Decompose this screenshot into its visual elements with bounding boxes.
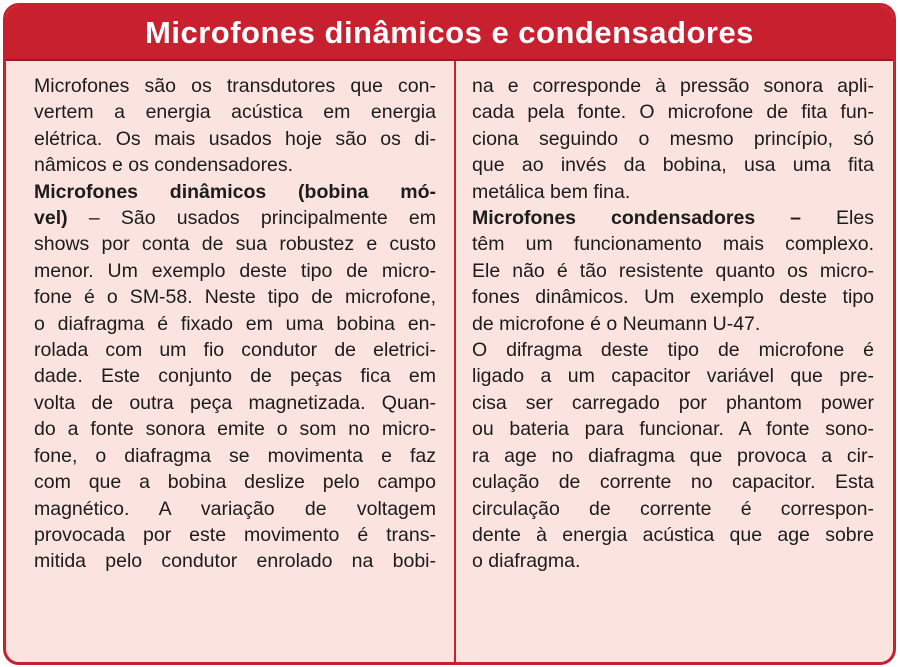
text-line: volta de outra peça magnetizada. Quan- (34, 391, 436, 414)
dynamic-heading-cont: vel) (34, 207, 68, 230)
text-line: o diafragma. (472, 550, 581, 573)
text-line: provocada por este movimento é trans- (34, 523, 436, 546)
diaphragm-paragraph (472, 337, 874, 575)
text-line: culação de corrente no capacitor. Esta (472, 471, 874, 494)
text-line: fone é o SM-58. Neste tipo de microfone, (34, 286, 436, 309)
text-line: o diafragma é fixado em uma bobina en- (34, 312, 436, 335)
text-line: de microfone é o Neumann U-47. (472, 312, 761, 335)
text-line (34, 205, 436, 231)
text-line: ciona seguindo o mesmo princípio, só (472, 127, 874, 150)
text-line: cisa ser carregado por phantom power (472, 391, 874, 414)
text-line: vertem a energia acústica em energia (34, 101, 436, 124)
dynamic-mic-paragraph-cont (472, 73, 874, 205)
right-column (472, 61, 874, 662)
text-line: fone, o diafragma se movimenta e faz (34, 444, 436, 467)
columns-container (6, 61, 893, 662)
text-line: elétrica. Os mais usados hoje são os di- (34, 127, 436, 150)
text-line: O difragma deste tipo de microfone é (472, 339, 874, 362)
text-line: rolada com um fio condutor de eletrici- (34, 339, 436, 362)
text-line: fones dinâmicos. Um exemplo deste tipo (472, 286, 874, 309)
info-box (3, 3, 896, 665)
dynamic-heading-line (34, 179, 436, 205)
text-line: shows por conta de sua robustez e custo (34, 233, 436, 256)
text-line: circulação de corrente é correspon- (472, 497, 874, 520)
dynamic-heading: Microfones dinâmicos (bobina mó- (34, 180, 436, 203)
text-line: ligado a um capacitor variável que pre- (472, 365, 874, 388)
condenser-first-line-text: Eles (801, 207, 874, 230)
text-line: nâmicos e os condensadores. (34, 154, 294, 177)
column-divider (454, 61, 456, 662)
box-title: Microfones dinâmicos e condensadores (6, 6, 893, 61)
text-line: cada pela fonte. O microfone de fita fun- (472, 101, 874, 124)
dynamic-mic-paragraph (34, 179, 436, 575)
condenser-heading: Microfones condensadores – (472, 207, 802, 230)
text-line: têm um funcionamento mais complexo. (472, 233, 874, 256)
dynamic-first-line-text: – São usados principalmente em (67, 207, 436, 230)
text-line: que ao invés da bobina, usa uma fita (472, 154, 874, 177)
text-line: com que a bobina deslize pelo campo (34, 471, 436, 494)
text-line: ou bateria para funcionar. A fonte sono- (472, 418, 874, 441)
left-column (34, 61, 436, 662)
text-line: Ele não é tão resistente quanto os micro- (472, 259, 874, 282)
text-line: Microfones são os transdutores que con- (34, 75, 436, 97)
text-line: ra age no diafragma que provoca a cir- (472, 444, 874, 467)
intro-paragraph (34, 73, 436, 179)
text-line: dente à energia acústica que age sobre (472, 523, 874, 546)
condenser-heading-line (472, 205, 874, 231)
text-line: na e corresponde à pressão sonora apli- (472, 75, 874, 97)
text-line: menor. Um exemplo deste tipo de micro- (34, 259, 436, 282)
condenser-mic-paragraph (472, 205, 874, 337)
text-line: magnético. A variação de voltagem (34, 497, 436, 520)
text-line: do a fonte sonora emite o som no micro- (34, 418, 436, 441)
text-line: metálica bem fina. (472, 180, 631, 203)
text-line: dade. Este conjunto de peças fica em (34, 365, 436, 388)
text-line: mitida pelo condutor enrolado na bobi- (34, 550, 436, 573)
